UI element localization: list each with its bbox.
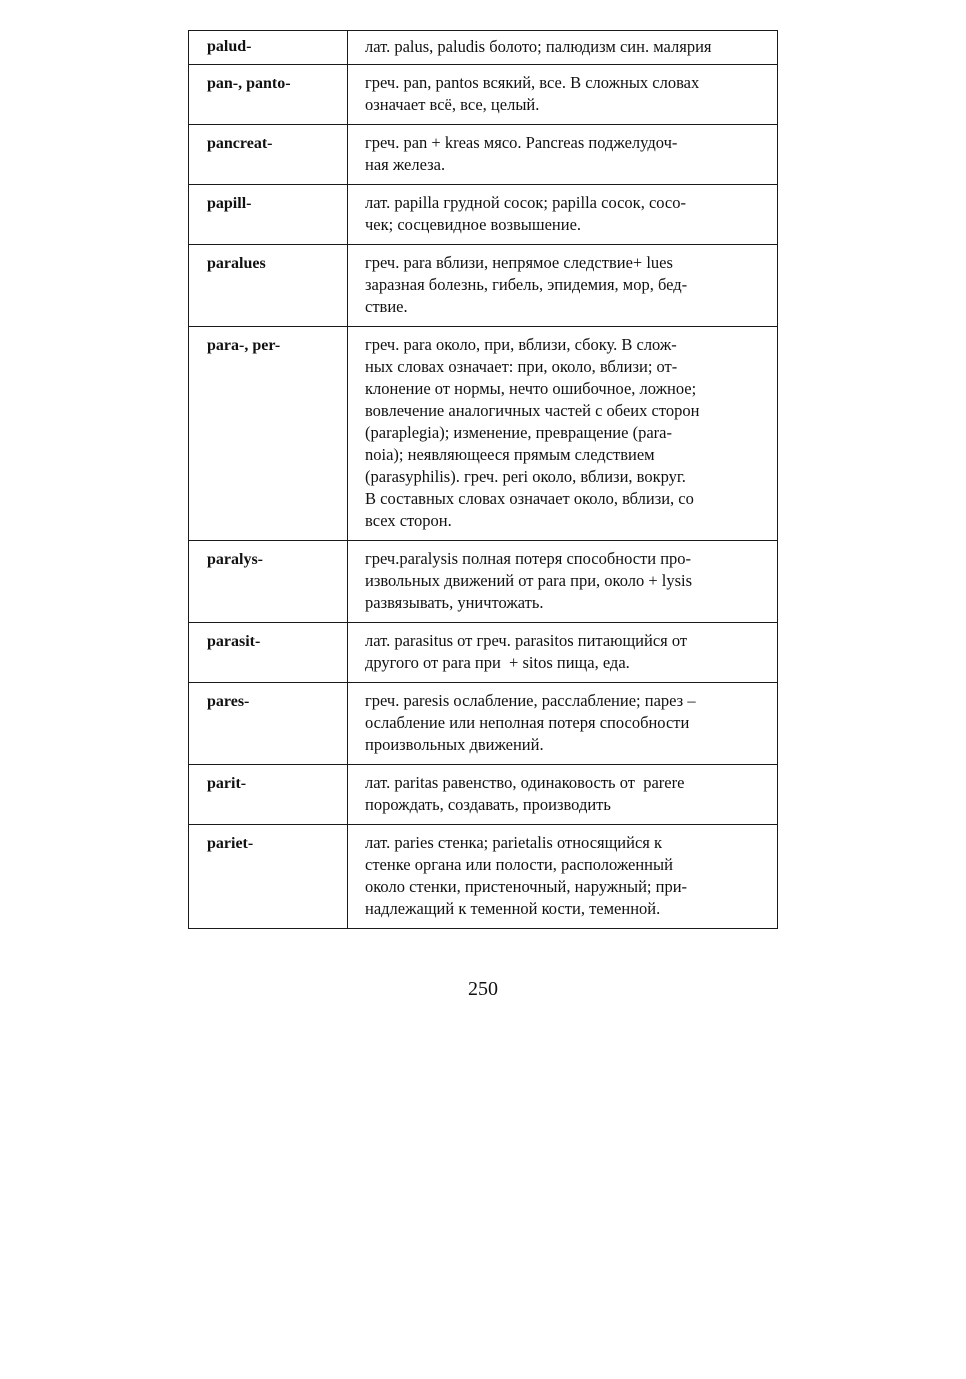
- term-cell: paralys-: [189, 541, 348, 623]
- glossary-table: [188, 30, 778, 929]
- table-row: [189, 623, 778, 683]
- definition-cell: [348, 125, 778, 185]
- term-cell: pariet-: [189, 825, 348, 929]
- term-cell: papill-: [189, 185, 348, 245]
- definition-text: лат. paritas равенство, одинаковость от parere порождать, создавать, производить: [365, 773, 685, 814]
- table-row: [189, 31, 778, 65]
- table-row: [189, 327, 778, 541]
- definition-cell: [348, 245, 778, 327]
- definition-text: лат. palus, paludis болото; палюдизм син. малярия: [365, 37, 712, 56]
- term-cell: para-, per-: [189, 327, 348, 541]
- table-row: [189, 65, 778, 125]
- table-row: [189, 245, 778, 327]
- definition-text: греч. pan + kreas мясо. Pancreas поджелудоч- ная железа.: [365, 133, 678, 174]
- definition-text: греч.paralysis полная потеря способности про- извольных движений от para при, около + lysis развязывать, уничтожать.: [365, 549, 693, 612]
- page-number: 250: [468, 978, 498, 1000]
- definition-text: лат. parasitus от греч. parasitos питающийся от другого от para при + sitos пища, еда.: [365, 631, 688, 672]
- term-cell: parit-: [189, 765, 348, 825]
- definition-cell: [348, 765, 778, 825]
- glossary-table-body: [189, 31, 778, 929]
- term-cell: pan-, panto-: [189, 65, 348, 125]
- term-cell: palud-: [189, 31, 348, 65]
- table-row: [189, 765, 778, 825]
- definition-cell: [348, 185, 778, 245]
- table-row: [189, 683, 778, 765]
- definition-cell: [348, 31, 778, 65]
- term-cell: pares-: [189, 683, 348, 765]
- table-row: [189, 541, 778, 623]
- definition-cell: [348, 327, 778, 541]
- term-cell: pancreat-: [189, 125, 348, 185]
- definition-text: греч. paresis ослабление, расслабление; парез – ослабление или неполная потеря способности произвольных движений.: [365, 691, 696, 754]
- definition-text: лат. paries стенка; parietalis относящийся к стенке органа или полости, расположенный около стенки, пристеночный, наружный; при- надлежащий к теменной кости, теменной.: [365, 833, 688, 918]
- table-row: [189, 125, 778, 185]
- definition-cell: [348, 825, 778, 929]
- definition-text: греч. para вблизи, непрямое следствие+ lues заразная болезнь, гибель, эпидемия, мор, бед- ствие.: [365, 253, 688, 316]
- table-row: [189, 825, 778, 929]
- definition-text: лат. papilla грудной сосок; papilla сосок, сосо- чек; сосцевидное возвышение.: [365, 193, 687, 234]
- definition-cell: [348, 623, 778, 683]
- definition-cell: [348, 541, 778, 623]
- definition-cell: [348, 683, 778, 765]
- term-cell: paralues: [189, 245, 348, 327]
- table-row: [189, 185, 778, 245]
- definition-text: греч. para около, при, вблизи, сбоку. В слож- ных словах означает: при, около, вблизи; от- клонение от нормы, нечто ошибочное, ложное; вовлечение аналогичных частей с обеих сторон (paraplegia); изменение, превращение (para- noia); неявляющееся прямым следствием (parasyphilis). греч. peri около, вблизи, вокруг. В составных словах означает около, вблизи, со всех сторон.: [365, 335, 700, 530]
- term-cell: parasit-: [189, 623, 348, 683]
- definition-cell: [348, 65, 778, 125]
- definition-text: греч. pan, pantos всякий, все. В сложных словах означает всё, все, целый.: [365, 73, 700, 114]
